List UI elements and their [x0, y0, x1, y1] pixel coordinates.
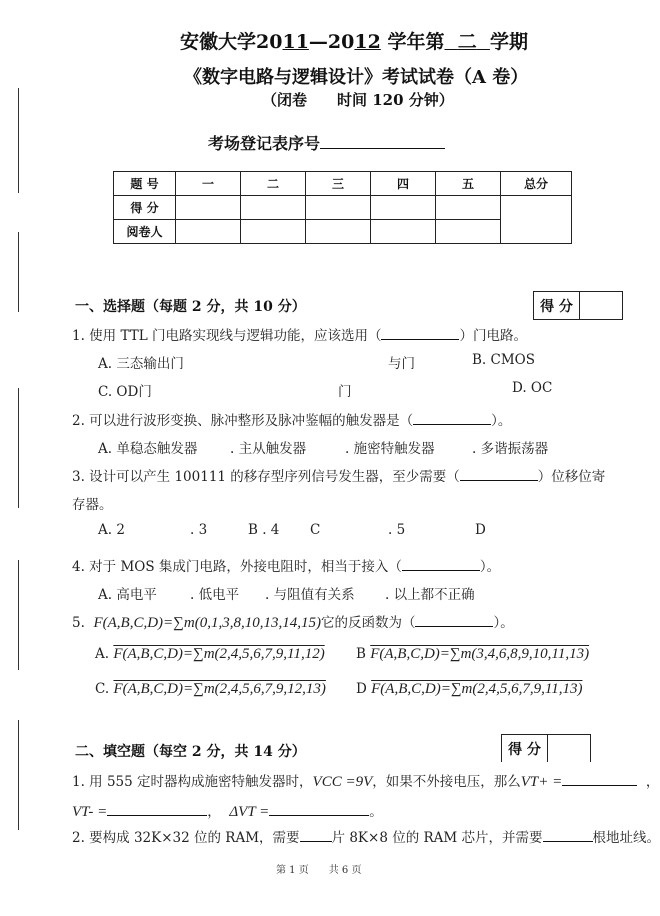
- q3-option-text: . 5: [388, 522, 406, 538]
- question-4: 4. 对于 MOS 集成门电路，外接电阻时，相当于接入（ ）。: [72, 559, 501, 575]
- q4-option-a: A. 高电平: [98, 587, 157, 603]
- section1-title: 一、选择题（每题 2 分，共 10 分）: [75, 299, 306, 315]
- binding-line: [18, 388, 19, 508]
- q1-option-text: 门: [338, 384, 352, 400]
- question-5: 5. F(A,B,C,D)=∑m(0,1,3,8,10,13,14,15)它的反函数为（ ）。: [72, 615, 514, 631]
- q5-option-b: B F(A,B,C,D)=∑m(3,4,6,8,9,10,11,13): [356, 646, 590, 662]
- q4-option-c: . 与阻值有关系: [265, 587, 355, 603]
- q5-option-a: A. F(A,B,C,D)=∑m(2,4,5,6,7,9,11,12): [95, 646, 325, 662]
- q3-option-c: C: [310, 522, 321, 538]
- section2-title: 二、填空题（每空 2 分，共 14 分）: [75, 744, 306, 760]
- binding-line: [18, 720, 19, 830]
- q1-option-a: A. 三态输出门: [98, 356, 184, 372]
- section1-score-box: 得 分: [533, 291, 623, 320]
- q5-option-d: D F(A,B,C,D)=∑m(2,4,5,6,7,9,11,13): [356, 681, 583, 697]
- q1-option-b: B. CMOS: [472, 352, 535, 368]
- q4-option-d: . 以上都不正确: [385, 587, 475, 603]
- page-footer: 第 1 页 共 6 页: [276, 865, 362, 876]
- binding-line: [18, 560, 19, 670]
- section2-score-box: 得 分: [501, 734, 591, 762]
- exam-year-line: 安徽大学2011—2012 学年第 二 学期: [180, 31, 528, 53]
- question-3-cont: 存器。: [72, 497, 113, 513]
- q3-option-d: D: [475, 522, 486, 538]
- q3-option-b: B . 4: [248, 522, 280, 538]
- q3-option-a: A. 2: [98, 522, 125, 538]
- score-table: 题 号 一 二 三 四 五 总分 得 分 阅卷人: [113, 171, 572, 244]
- exam-title: 《数字电路与逻辑设计》考试试卷（A 卷）: [184, 67, 529, 88]
- fill-question-2: 2. 要构成 32K×32 位的 RAM，需要 片 8K×8 位的 RAM 芯片，并需要 根地址线。: [72, 830, 660, 846]
- question-2: 2. 可以进行波形变换、脉冲整形及脉冲鉴幅的触发器是（ ）。: [72, 413, 512, 429]
- fill-question-1: 1. 用 555 定时器构成施密特触发器时，VCC =9V，如果不外接电压，那么VT+ = ，: [72, 774, 660, 790]
- q4-option-b: . 低电平: [190, 587, 240, 603]
- question-1: 1. 使用 TTL 门电路实现线与逻辑功能，应该选用（ ）门电路。: [72, 328, 527, 344]
- exam-subtitle: （闭卷 时间 120 分钟）: [262, 91, 454, 109]
- q5-option-c: C. F(A,B,C,D)=∑m(2,4,5,6,7,9,12,13): [95, 681, 326, 697]
- question-3: 3. 设计可以产生 100111 的移存型序列信号发生器，至少需要（ ）位移位寄: [72, 469, 606, 485]
- q2-option-b: . 主从触发器: [230, 441, 307, 457]
- binding-line: [18, 88, 19, 193]
- q1-option-c: C. OD门: [98, 384, 152, 400]
- q2-option-a: A. 单稳态触发器: [98, 441, 198, 457]
- fill-question-1-cont: VT- = ， ΔVT = 。: [72, 804, 383, 820]
- q1-option-text: 与门: [388, 356, 415, 372]
- q1-option-d: D. OC: [512, 380, 553, 396]
- seat-number-field[interactable]: 考场登记表序号: [208, 131, 445, 154]
- binding-line: [18, 232, 19, 312]
- q2-option-c: . 施密特触发器: [345, 441, 435, 457]
- q3-option-text: . 3: [190, 522, 208, 538]
- q2-option-d: . 多谐振荡器: [472, 441, 549, 457]
